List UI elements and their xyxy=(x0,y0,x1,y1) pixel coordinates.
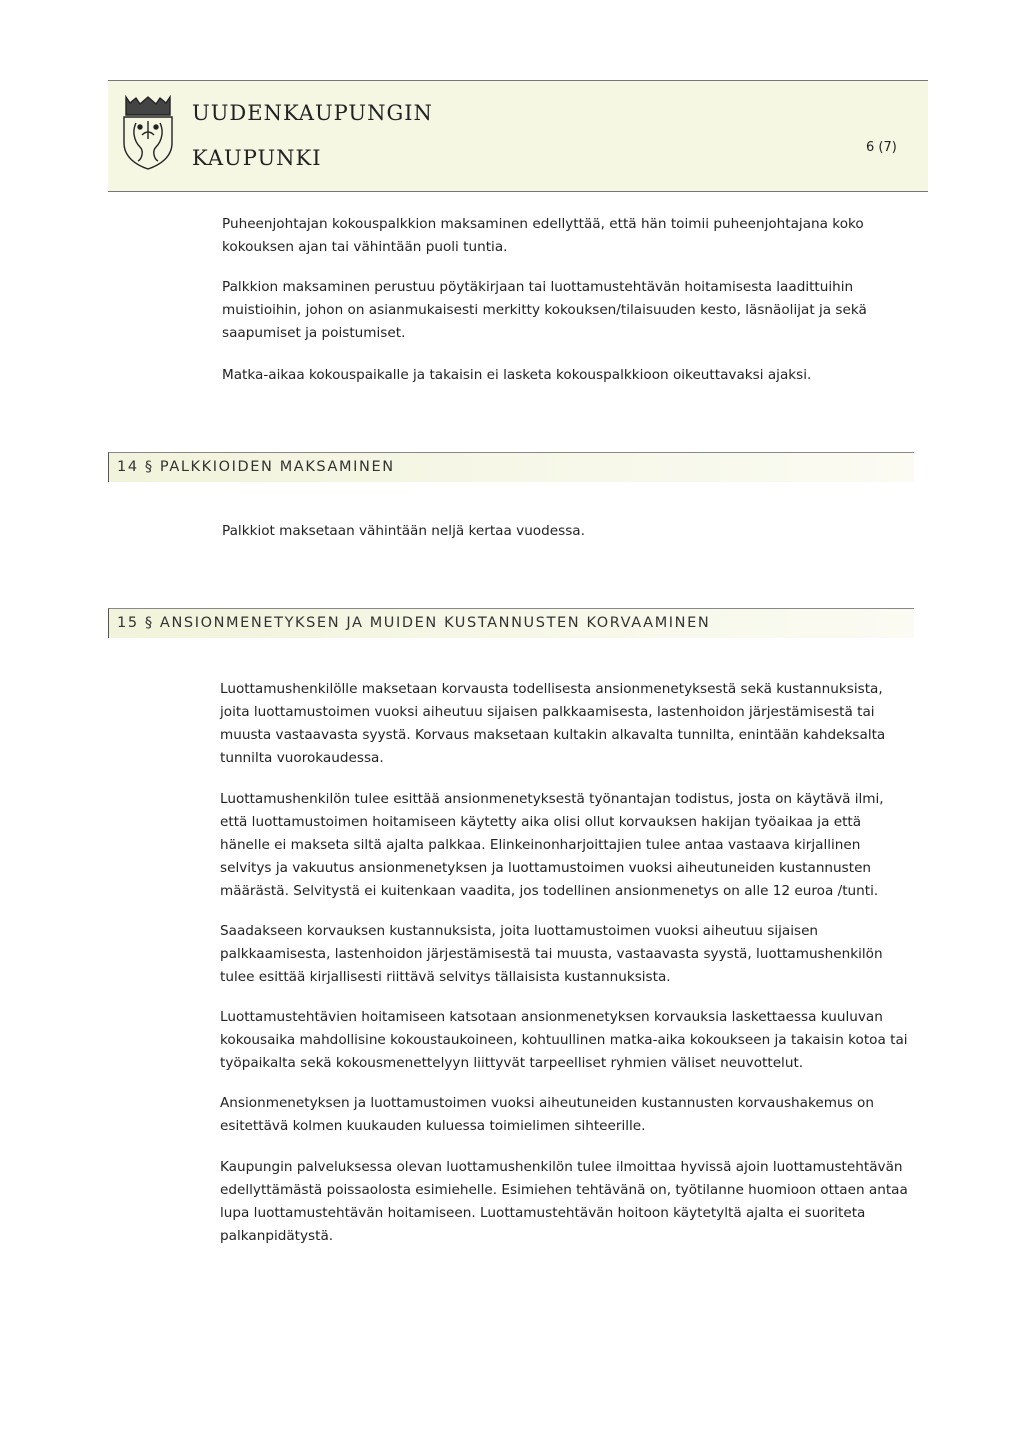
section-15-paragraph-4: Luottamustehtävien hoitamiseen katsotaan ansionmenetyksen korvauksia laskettaessa kuuluvan kokousaika mahdollisine kokoustaukoineen, kohtuullinen matka-aika kokoukseen ja takaisin kotoa tai työpaikalta sekä kokousmenettelyyn liittyvät tarpeelliset ryhmien väliset neuvottelut. xyxy=(220,1009,908,1071)
section-15-paragraph-6: Kaupungin palveluksessa olevan luottamushenkilön tulee ilmoittaa hyvissä ajoin luottamustehtävän edellyttämästä poissaolosta esimiehelle. Esimiehen tehtävänä on, työtilanne huomioon ottaen antaa lupa luottamustehtävän hoitamiseen. Luottamustehtävän hoitoon käytetyltä ajalta ei suoriteta palkanpidätystä. xyxy=(220,1159,908,1244)
intro-paragraph-1: Puheenjohtajan kokouspalkkion maksaminen edellyttää, että hän toimii puheenjohtajana koko kokouksen ajan tai vähintään puoli tuntia. xyxy=(222,216,864,255)
organization-name-line2: KAUPUNKI xyxy=(192,146,322,170)
document-header xyxy=(108,80,928,192)
section-15-paragraph-2: Luottamushenkilön tulee esittää ansionmenetyksestä työnantajan todistus, josta on käytävä ilmi, että luottamustoimen hoitamiseen käytetty aika olisi ollut korvauksen hakijan työaikaa ja että hänelle ei makseta siltä ajalta palkkaa. Elinkeinonharjoittajien tulee antaa vastaava kirjallinen selvitys ja vakuutus ansionmenetyksen ja luottamustoimen vuoksi aiheutuneiden kustannusten määrästä. Selvitystä ei kuitenkaan vaadita, jos todellinen ansionmenetys on alle 12 euroa /tunti. xyxy=(220,791,884,899)
intro-paragraph-3: Matka-aikaa kokouspaikalle ja takaisin ei lasketa kokouspalkkioon oikeuttavaksi ajaksi. xyxy=(222,367,812,383)
section-14-paragraph-1: Palkkiot maksetaan vähintään neljä kertaa vuodessa. xyxy=(222,523,585,539)
city-coat-of-arms-icon xyxy=(116,95,180,171)
section-15-heading xyxy=(108,608,914,638)
section-15-heading-text: 15 § ANSIONMENETYKSEN JA MUIDEN KUSTANNUSTEN KORVAAMINEN xyxy=(117,615,711,631)
section-15-paragraph-5: Ansionmenetyksen ja luottamustoimen vuoksi aiheutuneiden kustannusten korvaushakemus on esitettävä kolmen kuukauden kuluessa toimielimen sihteerille. xyxy=(220,1095,874,1134)
intro-paragraph-2: Palkkion maksaminen perustuu pöytäkirjaan tai luottamustehtävän hoitamisesta laadittuihin muistioihin, johon on asianmukaisesti merkitty kokouksen/tilaisuuden kesto, läsnäolijat ja sekä saapumiset ja poistumiset. xyxy=(222,279,867,341)
section-15-paragraph-3: Saadakseen korvauksen kustannuksista, joita luottamustoimen vuoksi aiheutuu sijaisen palkkaamisesta, lastenhoidon järjestämisestä tai muusta, vastaavasta syystä, luottamushenkilön tulee esittää kirjallisesti riittävä selvitys tällaisista kustannuksista. xyxy=(220,923,883,985)
page-number: 6 (7) xyxy=(866,140,897,155)
section-15-paragraph-1: Luottamushenkilölle maksetaan korvausta todellisesta ansionmenetyksestä sekä kustannuksista, joita luottamustoimen vuoksi aiheutuu sijaisen palkkaamisesta, lastenhoidon järjestämisestä tai muusta vastaavasta syystä. Korvaus maksetaan kultakin alkavalta tunnilta, enintään kahdeksalta tunnilta vuorokaudessa. xyxy=(220,681,886,766)
section-14-heading xyxy=(108,452,914,482)
organization-name-line1: UUDENKAUPUNGIN xyxy=(192,101,433,125)
section-14-heading-text: 14 § PALKKIOIDEN MAKSAMINEN xyxy=(117,459,395,475)
